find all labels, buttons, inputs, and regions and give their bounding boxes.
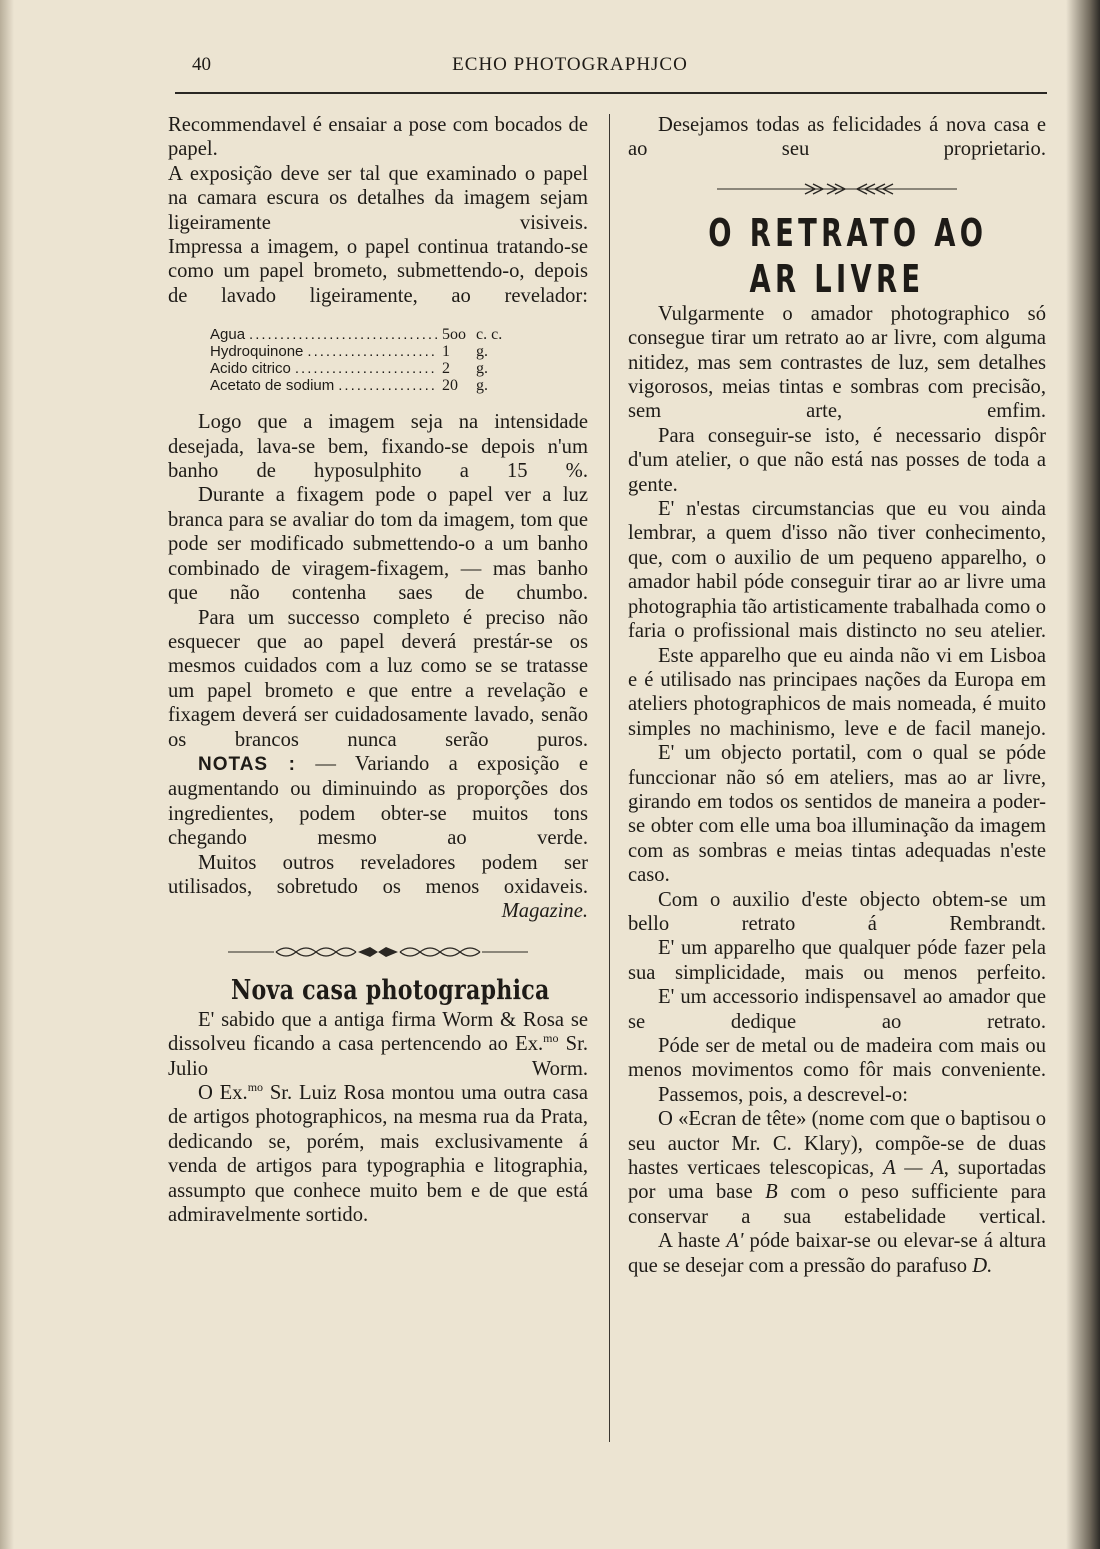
recipe-quantity: 5oo — [442, 326, 466, 344]
figure-reference: A — A — [883, 1157, 944, 1180]
paragraph: Muitos outros reveladores podem ser utilisados, sobretudo os menos oxidaveis. — [168, 851, 588, 898]
paragraph: O «Ecran de tête» (nome com que o baptisou o seu auctor Mr. C. Klary), compõe-se de duas hastes verticaes telescopicas, A — A, suportadas por uma base B com o peso sufficiente para conservar a sua estabelidade vertical. — [628, 1108, 1047, 1228]
right-column — [628, 113, 1046, 1278]
arrow-ornament-icon — [717, 182, 957, 196]
paragraph: Para um successo completo é preciso não esquecer que ao papel deverá prestár-se os mesmos cuidados com a luz como se se tratasse um papel brometo e que entre a revelação e fixagem deverá ser cuidadosamente lavado, senão os brancos nunca serão puros. — [168, 606, 588, 751]
column-divider — [609, 114, 610, 1442]
left-column — [168, 113, 588, 1227]
header-rule — [175, 92, 1047, 94]
notes-text: — Variando a exposição e augmentando ou diminuindo as proporções dos ingredientes, podem obter-se muitos tons chegando mesmo ao verde. — [168, 752, 588, 850]
recipe-ingredient: Hydroquinone — [210, 343, 304, 361]
developer-recipe — [210, 326, 588, 394]
paragraph: Desejamos todas as felicidades á nova casa e ao seu proprietario. — [628, 114, 1046, 161]
paragraph: E' um accessorio indispensavel ao amador que se dedique ao retrato. — [628, 986, 1046, 1033]
paragraph: E' n'estas circumstancias que eu vou ainda lembrar, a quem d'isso não tiver conhecimento, que, com o auxilio de um pequeno apparelho, o amador habil póde conseguir tirar ao ar livre uma photographia tão artisticamente trabalhada como o faria o profissional mais distincto no seu atelier. — [628, 498, 1046, 643]
page-gutter-shadow — [0, 0, 14, 1549]
paragraph: Durante a fixagem pode o papel ver a luz branca para se avaliar do tom da imagem, tom que pode ser modificado submettendo-o a um banho combinado de viragem-fixagem, — mas banho que não contenha saes de chumbo. — [168, 484, 588, 605]
notes-paragraph — [168, 752, 588, 851]
recipe-unit: g. — [476, 343, 488, 361]
paragraph: Passemos, pois, a descrevel-o: — [658, 1083, 908, 1106]
figure-reference: D. — [972, 1254, 993, 1277]
running-title: ECHO PHOTOGRAPHJCO — [452, 54, 688, 75]
paragraph: O Ex.$^{mo}$ Sr. Luiz Rosa montou uma outra casa de artigos photographicos, na mesma rua da Prata, dedicando se, porém, mais exclusivamente á venda de artigos para typographia e litographia, assumpto que conhece muito bem e de que está admiravelmente sortido. — [168, 1080, 589, 1227]
leader-dots — [295, 360, 438, 377]
page-edge-shadow — [1066, 0, 1100, 1549]
recipe-quantity: 20 — [442, 377, 458, 395]
source-signature: Magazine. — [501, 900, 588, 923]
paragraph: Com o auxilio d'este objecto obtem-se um bello retrato á Rembrandt. — [628, 888, 1046, 935]
paragraph: Impressa a imagem, o papel continua tratando-se como um papel brometo, submettendo-o, depois de lavado ligeiramente, ao revelador: — [168, 236, 588, 307]
recipe-row — [210, 343, 520, 360]
page-number: 40 — [192, 54, 211, 75]
paragraph: A exposição deve ser tal que examinado o papel na camara escura os detalhes da imagem sejam ligeiramente visiveis. — [168, 162, 588, 234]
section-ornament — [628, 182, 1046, 196]
paragraph: Recommendavel é ensaiar a pose com bocados de papel. — [168, 114, 588, 161]
recipe-ingredient: Agua — [210, 326, 246, 344]
paragraph: Este apparelho que eu ainda não vi em Lisboa e é utilisado nas principaes nações da Europa em ateliers photographicos de mais nomeada, é muito simples no machinismo, leve e de facil manejo. — [628, 644, 1046, 740]
recipe-row — [210, 360, 520, 377]
leader-dots — [249, 326, 438, 343]
section-heading: Nova casa photographica — [231, 974, 550, 1006]
notes-label: NOTAS : — [198, 753, 296, 775]
paragraph: E' um apparelho que qualquer póde fazer pela sua simplicidade, mais ou menos perfeito. — [628, 937, 1046, 984]
paragraph: E' sabido que a antiga firma Worm & Rosa se dissolveu ficando a casa pertencendo ao Ex.$^{mo}$ Sr. Julio Worm. — [168, 1008, 588, 1080]
recipe-unit: g. — [476, 360, 488, 378]
recipe-row — [210, 377, 520, 394]
section-ornament — [168, 944, 588, 960]
recipe-quantity: 2 — [442, 360, 450, 378]
figure-reference: B — [765, 1181, 778, 1204]
section-heading: O RETRATO AO AR LIVRE — [708, 210, 988, 301]
paragraph: Logo que a imagem seja na intensidade desejada, lava-se bem, fixando-se depois n'um banho de hyposulphito a 15 %. — [168, 411, 588, 483]
paragraph: A haste A' póde baixar-se ou elevar-se á altura que se desejar com a pressão do parafuso D. — [628, 1230, 1046, 1277]
leader-dots — [338, 377, 438, 394]
recipe-quantity: 1 — [442, 343, 450, 361]
recipe-ingredient: Acido citrico — [210, 360, 291, 378]
recipe-ingredient: Acetato de sodium — [210, 377, 335, 395]
chain-ornament-icon — [228, 944, 528, 960]
leader-dots — [307, 343, 438, 360]
recipe-row — [210, 326, 520, 343]
figure-reference: A' — [726, 1230, 744, 1253]
paragraph: Póde ser de metal ou de madeira com mais ou menos movimentos como fôr mais conveniente. — [628, 1035, 1046, 1082]
paragraph: E' um objecto portatil, com o qual se póde funccionar não só em ateliers, mas ao ar livre, girando em todos os sentidos de maneira a poder-se obter com elle uma boa illuminação da imagem com as sombras e meias tintas adequadas n'este caso. — [628, 742, 1046, 887]
paragraph: Para conseguir-se isto, é necessario dispôr d'um atelier, o que não está nas posses de toda a gente. — [628, 424, 1046, 496]
recipe-unit: c. c. — [476, 326, 503, 344]
paragraph: Vulgarmente o amador photographico só consegue tirar um retrato ao ar livre, com alguma nitidez, mas sem contrastes de luz, sem detalhes vigorosos, meias tintas e sombras com precisão, sem arte, emfim. — [628, 302, 1046, 423]
recipe-unit: g. — [476, 377, 488, 395]
